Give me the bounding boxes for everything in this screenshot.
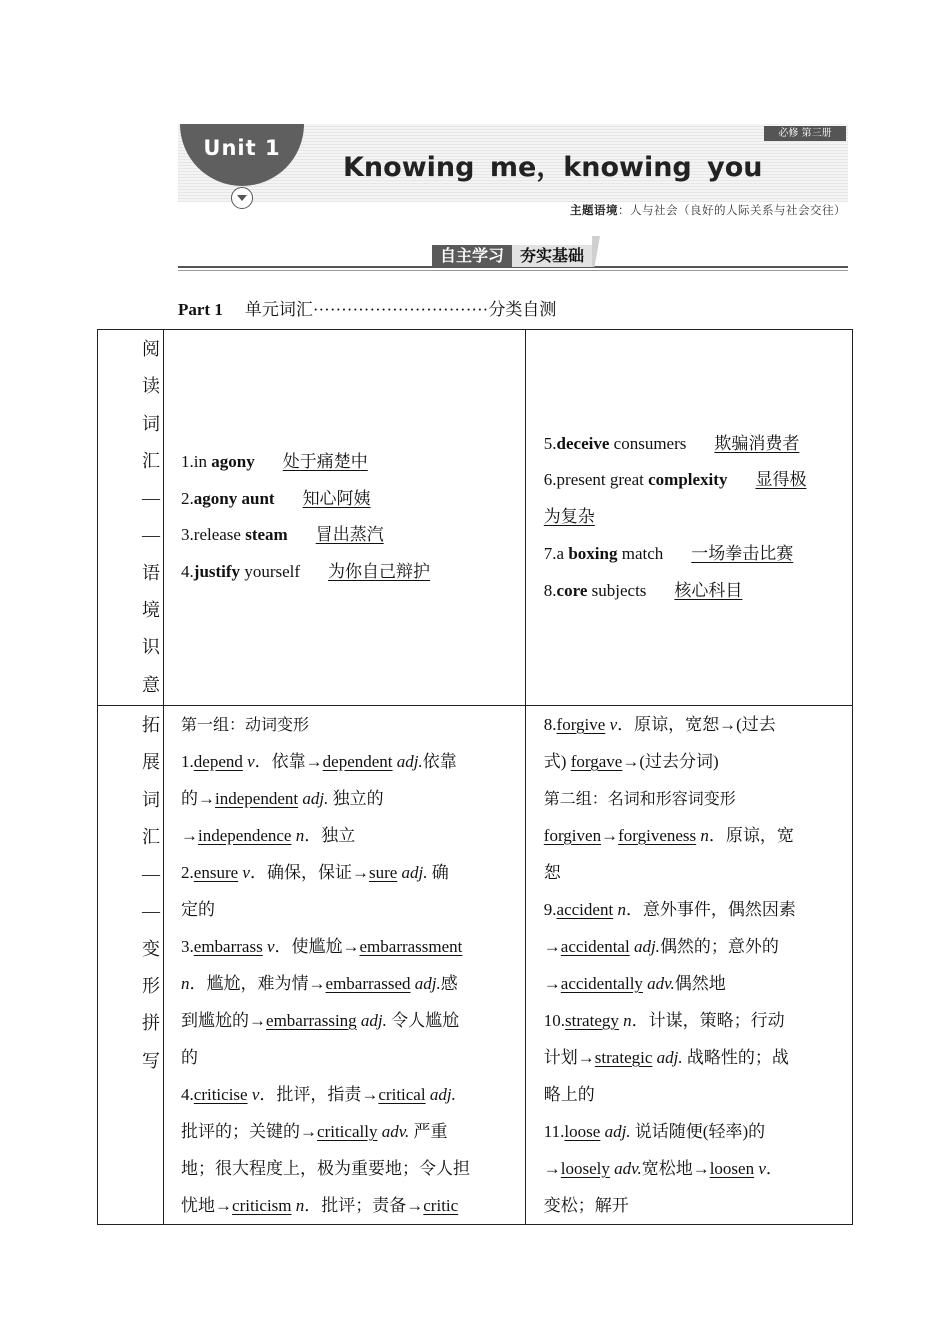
item-text: 3.release: [181, 525, 246, 545]
text-fragment: 式): [543, 751, 571, 771]
text-fragment: accidental: [560, 936, 630, 956]
text-fragment: adj.: [410, 973, 441, 993]
item-keyword: boxing: [568, 543, 618, 563]
text-fragment: loose: [564, 1121, 601, 1141]
category-char: 汇: [142, 450, 160, 471]
list-item-continued: [544, 965, 832, 1002]
item-keyword: core: [556, 580, 588, 600]
section-tab-right: 夯实基础: [512, 245, 592, 267]
theme-text: ：人与社会（良好的人际关系与社会交往）: [618, 203, 846, 217]
text-fragment: n: [696, 825, 709, 845]
text-fragment: adv.: [377, 1121, 410, 1141]
category-char: 语: [142, 562, 160, 583]
section-rule-thin: [178, 270, 848, 271]
part-heading: [178, 295, 556, 320]
text-fragment: n: [291, 1195, 305, 1215]
text-fragment: 感: [440, 973, 458, 993]
table-row-expand: [98, 705, 853, 1224]
text-fragment: n: [613, 899, 626, 919]
text-fragment: ．批评，指责→: [259, 1084, 379, 1104]
text-fragment: v: [262, 936, 275, 956]
text-fragment: 的: [181, 1047, 199, 1067]
text-fragment: 地；很大程度上，极为重要地；令人担: [181, 1158, 471, 1178]
text-fragment: 依靠: [422, 751, 457, 771]
item-text: 2.: [181, 488, 194, 508]
text-fragment: sure: [368, 862, 398, 882]
text-fragment: embarrassing: [266, 1010, 357, 1030]
text-fragment: 3.: [181, 936, 194, 956]
text-fragment: v: [242, 751, 255, 771]
item-answer: 知心阿姨: [302, 488, 371, 508]
item-keyword: deceive: [556, 433, 610, 453]
item-answer: 为复杂: [543, 507, 595, 527]
text-fragment: 忧地→: [181, 1195, 233, 1215]
text-fragment: →: [543, 936, 561, 956]
text-fragment: 独立的: [328, 788, 384, 808]
text-fragment: strategy: [565, 1010, 619, 1030]
list-item-continued: [544, 1076, 832, 1113]
category-char: 拓: [142, 714, 160, 735]
book-tag: 必修 第三册: [764, 126, 846, 141]
theme-line: [570, 202, 846, 218]
list-item-continued: [181, 780, 508, 817]
text-fragment: 偶然地: [674, 973, 726, 993]
item-text: 7.a: [543, 543, 569, 563]
item-keyword: justify: [193, 562, 241, 582]
category-char: —: [142, 864, 160, 885]
text-fragment: ．批评；责备→: [304, 1195, 424, 1215]
list-item: [181, 743, 508, 780]
text-fragment: 偶然的；意外的: [659, 936, 779, 956]
text-fragment: 2.: [181, 862, 194, 882]
section-tab-tail: [592, 236, 606, 267]
text-fragment: 11.: [543, 1121, 565, 1141]
text-fragment: 9.: [543, 899, 557, 919]
text-fragment: ．确保，保证→: [249, 862, 369, 882]
text-fragment: accidentally: [560, 973, 643, 993]
text-fragment: 令人尴尬: [386, 1010, 460, 1030]
text-fragment: strategic: [594, 1047, 653, 1067]
text-fragment: critical: [378, 1084, 426, 1104]
list-item: [181, 554, 508, 591]
item-text: 8.: [543, 580, 557, 600]
text-fragment: depend: [193, 751, 243, 771]
item-answer: 核心科目: [674, 580, 743, 600]
item-answer: 一场拳击比赛: [691, 543, 794, 563]
item-answer: 显得极: [755, 470, 807, 490]
text-fragment: 计划→: [543, 1047, 595, 1067]
text-fragment: adj.: [392, 751, 423, 771]
category-char: 词: [142, 789, 160, 810]
part-title: 单元词汇: [244, 300, 313, 319]
text-fragment: adv.: [609, 1158, 642, 1178]
text-fragment: 确: [427, 862, 449, 882]
text-fragment: ．尴尬，难为情→: [189, 973, 326, 993]
item-text: consumers: [609, 433, 687, 453]
item-answer: 欺骗消费者: [714, 433, 800, 453]
text-fragment: loosen: [709, 1158, 755, 1178]
part-subtitle: 分类自测: [488, 300, 557, 319]
text-fragment: v: [754, 1158, 766, 1178]
category-char: 境: [142, 600, 160, 621]
list-item: [544, 1002, 832, 1039]
text-fragment: →: [181, 825, 199, 845]
item-text: 4.: [181, 562, 194, 582]
item-keyword: complexity: [648, 470, 728, 490]
text-fragment: ．原谅，宽恕→(过去: [617, 714, 776, 734]
category-char: 读: [142, 376, 160, 397]
text-fragment: →: [543, 973, 561, 993]
list-item: [544, 536, 832, 573]
text-fragment: ．: [765, 1158, 783, 1178]
text-fragment: adj.: [629, 936, 660, 956]
text-fragment: forgiven: [543, 825, 602, 845]
text-fragment: ．原谅，宽: [708, 825, 794, 845]
list-item-continued: [181, 1113, 508, 1150]
item-keyword: agony aunt: [193, 488, 275, 508]
text-fragment: n: [618, 1010, 632, 1030]
list-item-continued: [181, 1039, 508, 1076]
category-char: 识: [142, 637, 160, 658]
list-item: [544, 462, 832, 499]
category-char: 汇: [142, 826, 160, 847]
part-label: Part 1: [178, 300, 223, 319]
list-item: [181, 517, 508, 554]
text-fragment: 4.: [181, 1084, 194, 1104]
list-item-continued: [544, 1039, 832, 1076]
list-item: [181, 444, 508, 481]
text-fragment: 批评的；关键的→: [181, 1121, 318, 1141]
text-fragment: ．独立: [304, 825, 356, 845]
list-item: [544, 891, 832, 928]
group-heading: 第二组：名词和形容词变形: [543, 788, 736, 808]
list-item-continued: [544, 928, 832, 965]
list-item-continued: [181, 817, 508, 854]
reading-left-cell: [164, 330, 526, 706]
category-char: 阅: [142, 339, 160, 359]
item-answer: 为你自己辩护: [328, 562, 431, 582]
list-item-continued: [544, 1187, 832, 1224]
list-item-continued: [544, 854, 832, 891]
text-fragment: forgave: [570, 751, 623, 771]
category-char: 写: [142, 1050, 160, 1071]
item-text: 1.in: [181, 452, 212, 472]
list-item-continued: [181, 1002, 508, 1039]
item-text: subjects: [587, 580, 647, 600]
text-fragment: forgive: [556, 714, 606, 734]
category-char: 展: [142, 752, 160, 773]
list-item-continued: [181, 965, 508, 1002]
text-fragment: embarrass: [193, 936, 263, 956]
text-fragment: 宽松地→: [641, 1158, 710, 1178]
text-fragment: adj.: [425, 1084, 456, 1104]
section-tab-left: 自主学习: [432, 245, 512, 267]
text-fragment: adj.: [298, 788, 329, 808]
list-item-continued: [181, 1187, 508, 1224]
text-fragment: 8.: [543, 714, 557, 734]
text-fragment: →: [601, 825, 619, 845]
category-expand: [98, 705, 164, 1224]
text-fragment: n: [181, 973, 190, 993]
list-item: [544, 706, 832, 743]
text-fragment: ．意外事件，偶然因素: [625, 899, 796, 919]
item-text: yourself: [240, 562, 301, 582]
text-fragment: critic: [423, 1195, 459, 1215]
text-fragment: 说话随便(轻率)的: [630, 1121, 766, 1141]
text-fragment: ．依靠→: [254, 751, 323, 771]
item-keyword: steam: [245, 525, 288, 545]
item-text: match: [617, 543, 664, 563]
reading-right-cell: [525, 330, 852, 706]
text-fragment: embarrassed: [325, 973, 411, 993]
list-item-continued: [544, 743, 832, 780]
text-fragment: 定的: [181, 899, 216, 919]
text-fragment: adj.: [397, 862, 428, 882]
item-keyword: agony: [211, 452, 255, 472]
text-fragment: dependent: [322, 751, 393, 771]
text-fragment: v: [238, 862, 250, 882]
unit-title: Knowing me，knowing you: [343, 152, 763, 183]
category-char: —: [142, 525, 160, 546]
category-char: 拼: [142, 1013, 160, 1034]
list-item: [544, 426, 832, 463]
expand-left-cell: [164, 705, 526, 1224]
list-item: [544, 573, 832, 610]
vocab-table: [97, 329, 853, 1225]
part-dots: ·······························: [312, 300, 489, 319]
category-char: —: [142, 901, 160, 922]
item-text: 6.present great: [543, 470, 649, 490]
text-fragment: independent: [215, 788, 299, 808]
text-fragment: 10.: [543, 1010, 566, 1030]
list-item-continued: [544, 1150, 832, 1187]
text-fragment: →(过去分词): [622, 751, 719, 771]
text-fragment: →: [543, 1158, 561, 1178]
list-item: [544, 1113, 832, 1150]
category-char: 形: [142, 976, 160, 997]
list-item-continued: [544, 499, 832, 536]
text-fragment: 的→: [181, 788, 216, 808]
category-char: —: [142, 488, 160, 509]
list-item: [181, 854, 508, 891]
text-fragment: 恕: [543, 862, 561, 882]
category-char: 变: [142, 938, 160, 959]
text-fragment: embarrassment: [359, 936, 463, 956]
text-fragment: v: [605, 714, 618, 734]
table-row-reading: [98, 330, 853, 706]
category-char: 词: [142, 413, 160, 434]
text-fragment: independence: [198, 825, 292, 845]
text-fragment: v: [247, 1084, 260, 1104]
unit-badge: Unit 1: [180, 124, 304, 186]
text-fragment: 1.: [181, 751, 194, 771]
text-fragment: forgiveness: [618, 825, 697, 845]
text-fragment: 变松；解开: [543, 1195, 629, 1215]
list-item: [181, 1076, 508, 1113]
group-heading: 第一组：动词变形: [181, 714, 310, 734]
expand-right-cell: [525, 705, 852, 1224]
list-item: [181, 928, 508, 965]
text-fragment: adj.: [356, 1010, 387, 1030]
text-fragment: accident: [556, 899, 614, 919]
item-text: 5.: [543, 433, 557, 453]
text-fragment: 到尴尬的→: [181, 1010, 267, 1030]
item-answer: 处于痛楚中: [282, 452, 368, 472]
text-fragment: ensure: [193, 862, 239, 882]
text-fragment: critically: [317, 1121, 378, 1141]
text-fragment: adj.: [600, 1121, 631, 1141]
text-fragment: 战略性的；战: [682, 1047, 789, 1067]
theme-label: 主题语境: [570, 203, 618, 217]
list-item-continued: [181, 891, 508, 928]
text-fragment: adj.: [652, 1047, 683, 1067]
text-fragment: criticise: [193, 1084, 248, 1104]
text-fragment: ．计谋，策略；行动: [631, 1010, 785, 1030]
text-fragment: n: [291, 825, 305, 845]
item-answer: 冒出蒸汽: [315, 525, 384, 545]
text-fragment: criticism: [232, 1195, 292, 1215]
text-fragment: 略上的: [543, 1084, 595, 1104]
text-fragment: ．使尴尬→: [274, 936, 360, 956]
text-fragment: 严重: [409, 1121, 448, 1141]
list-item: [544, 817, 832, 854]
category-reading: [98, 330, 164, 706]
list-item-continued: [181, 1150, 508, 1187]
text-fragment: adv.: [642, 973, 675, 993]
category-char: 意: [142, 674, 160, 695]
text-fragment: loosely: [560, 1158, 610, 1178]
list-item: [181, 481, 508, 518]
chevron-down-icon: [231, 187, 253, 209]
